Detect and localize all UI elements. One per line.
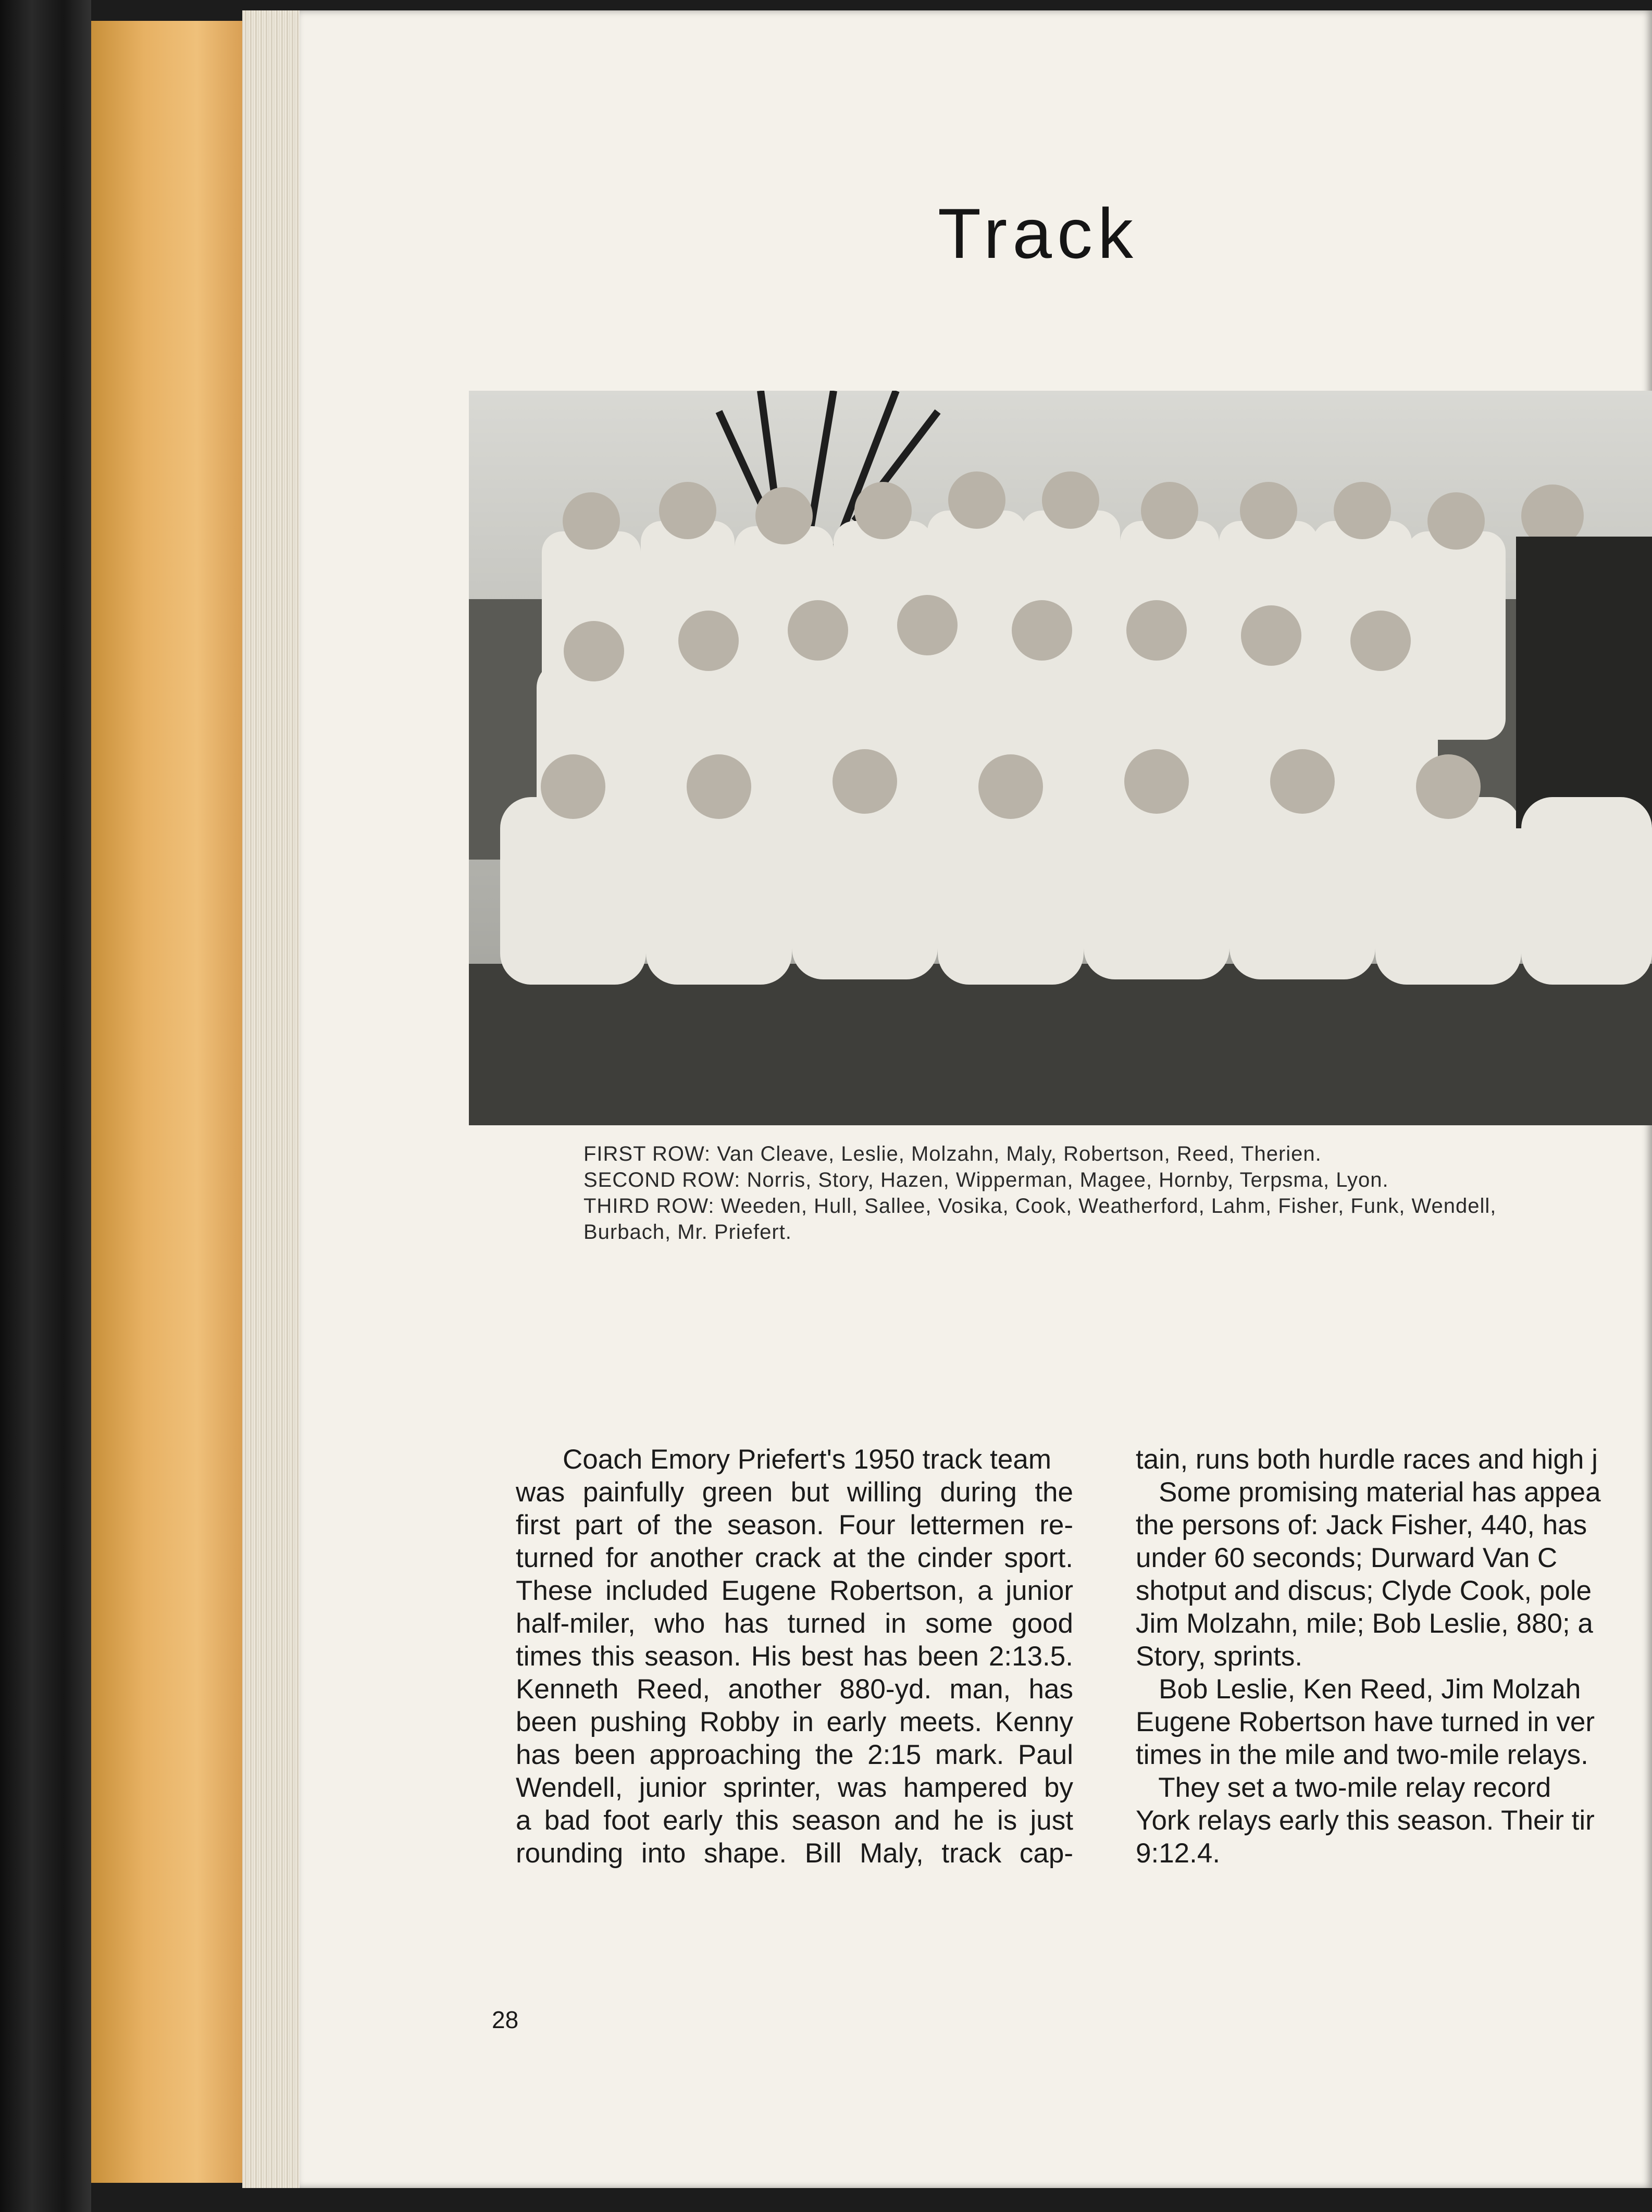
text-line: Wendell, junior sprinter, was hampered by	[516, 1772, 1073, 1803]
text-line: Kenneth Reed, another 880-yd. man, has	[516, 1674, 1073, 1705]
text-line: times in the mile and two-mile relays.	[1136, 1739, 1588, 1770]
caption-third-row-continued: Burbach, Mr. Priefert.	[583, 1221, 792, 1244]
text-line: has been approaching the 2:15 mark. Paul	[516, 1739, 1073, 1770]
text-line: York relays early this season. Their tir	[1136, 1805, 1595, 1836]
text-line: These included Eugene Robertson, a junior	[516, 1575, 1073, 1606]
text-line: Some promising material has appea	[1136, 1477, 1601, 1508]
text-line: shotput and discus; Clyde Cook, pole	[1136, 1575, 1592, 1606]
text-line: 9:12.4.	[1136, 1838, 1221, 1869]
text-line: tain, runs both hurdle races and high j	[1136, 1444, 1598, 1475]
team-photo-icon	[469, 391, 1652, 1125]
text-line: turned for another crack at the cinder sport.	[516, 1543, 1073, 1573]
article-right-column	[1136, 1443, 1652, 1870]
page-number: 28	[492, 2006, 519, 2033]
text-line: Bob Leslie, Ken Reed, Jim Molzah	[1136, 1674, 1581, 1705]
text-line: Story, sprints.	[1136, 1641, 1303, 1672]
text-line: first part of the season. Four lettermen re-	[516, 1510, 1073, 1540]
page-title: Track	[938, 194, 1138, 273]
caption-third-row: THIRD ROW: Weeden, Hull, Sallee, Vosika, Cook, Weatherford, Lahm, Fisher, Funk, Wendell,	[583, 1195, 1497, 1217]
text-line: was painfully green but willing during the	[516, 1477, 1073, 1508]
photo-caption	[583, 1141, 1646, 1245]
text-line: Coach Emory Priefert's 1950 track team	[563, 1444, 1051, 1475]
book-cover-edge	[91, 21, 242, 2183]
text-line: They set a two-mile relay record	[1136, 1772, 1551, 1803]
text-line: half-miler, who has turned in some good	[516, 1608, 1073, 1639]
text-line: the persons of: Jack Fisher, 440, has	[1136, 1510, 1587, 1540]
text-line: rounding into shape. Bill Maly, track cap-	[516, 1838, 1073, 1869]
text-line: times this season. His best has been 2:13.5.	[516, 1641, 1073, 1672]
text-line: under 60 seconds; Durward Van C	[1136, 1543, 1558, 1573]
text-line: Eugene Robertson have turned in ver	[1136, 1707, 1595, 1737]
article-left-column	[516, 1443, 1073, 1870]
text-line: been pushing Robby in early meets. Kenny	[516, 1707, 1073, 1737]
team-photo	[469, 391, 1652, 1125]
book-spine	[0, 0, 91, 2212]
caption-first-row: FIRST ROW: Van Cleave, Leslie, Molzahn, Maly, Robertson, Reed, Therien.	[583, 1142, 1322, 1165]
text-line: Jim Molzahn, mile; Bob Leslie, 880; a	[1136, 1608, 1593, 1639]
caption-second-row: SECOND ROW: Norris, Story, Hazen, Wipperman, Magee, Hornby, Terpsma, Lyon.	[583, 1169, 1389, 1191]
text-line: a bad foot early this season and he is just	[516, 1805, 1073, 1836]
page-stack-edges	[242, 10, 300, 2188]
